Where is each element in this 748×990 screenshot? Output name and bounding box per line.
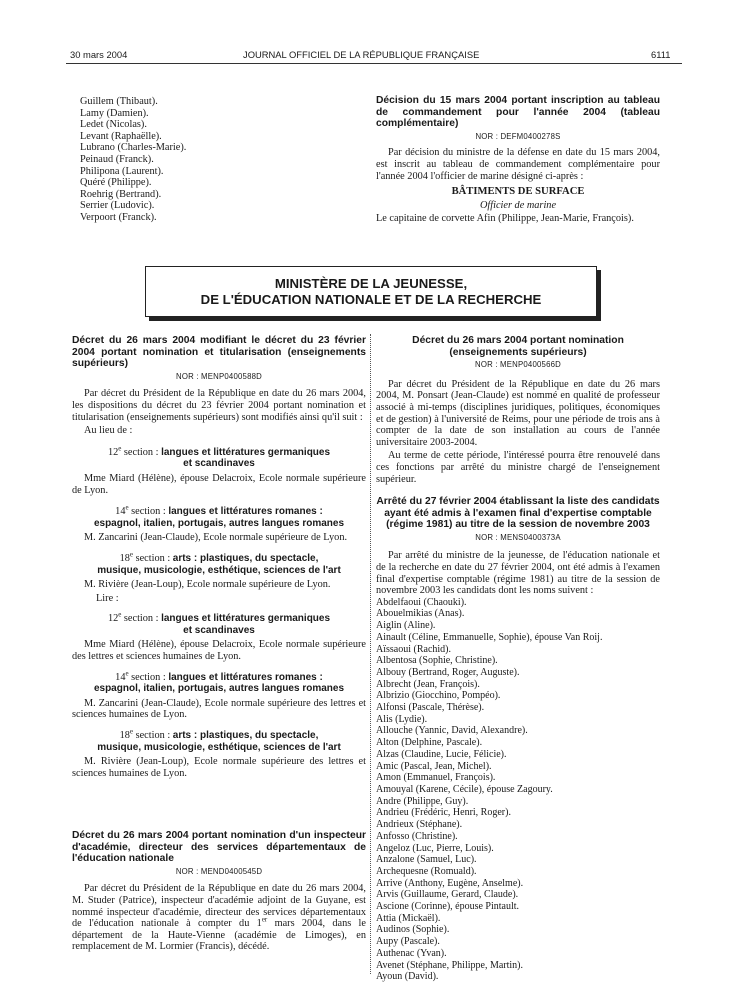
decret-inspecteur-body: Par décret du Président de la République en date du 26 mars 2004, M. Studer (Patrice), inspecteur d'académie adjoint de la Guyane, est nommé inspecteur d'académie, directeur des services départementaux de l'éducation nationale à compter du 1er mars 2004, dans le département de la Haute-Vienne (académie de Limoges), en remplacement de M. Lormier (Francis), décédé. xyxy=(72,883,366,953)
list-item: Abdelfaoui (Chaouki). xyxy=(376,596,467,608)
decret-ponsart-title: Décret du 26 mars 2004 portant nomination (enseignements supérieurs) xyxy=(412,335,624,358)
arrete-expertise-title: Arrêté du 27 février 2004 établissant la liste des candidats ayant été admis à l'examen final d'expertise comptable (régime 1981) au titre de la session de novembre 2003 xyxy=(376,496,660,531)
list-item: Aïssaoui (Rachid). xyxy=(376,643,451,655)
decision-entry: Le capitaine de corvette Afin (Philippe, Jean-Marie, François). xyxy=(376,213,634,225)
list-item: Aiglin (Aline). xyxy=(376,620,436,632)
list-item: Amon (Emmanuel, François). xyxy=(376,772,496,784)
list-item: Attia (Mickaël). xyxy=(376,912,441,924)
decision-nor: NOR : DEFM0400278S xyxy=(475,131,561,141)
decret-titularisation-section xyxy=(72,335,366,781)
old-entry-12: Mme Miard (Hélène), épouse Delacroix, Ecole normale supérieure de Lyon. xyxy=(72,472,366,496)
decret-titularisation-title: Décret du 26 mars 2004 modifiant le décret du 23 février 2004 portant nomination et titularisation (enseignements supérieurs) xyxy=(72,335,366,370)
list-item: Albrecht (Jean, François). xyxy=(376,678,480,690)
list-item: Allouche (Yannic, David, Alexandre). xyxy=(376,725,528,737)
list-item: Alis (Lydie). xyxy=(376,713,428,725)
list-item: Amic (Pascal, Jean, Michel). xyxy=(376,760,492,772)
list-item: Audinos (Sophie). xyxy=(376,924,450,936)
list-item: Albentosa (Sophie, Christine). xyxy=(376,655,498,667)
list-item: Anfosso (Christine). xyxy=(376,830,458,842)
au-lieu-de-label: Au lieu de : xyxy=(84,425,133,437)
old-entry-14: M. Zancarini (Jean-Claude), Ecole normale supérieure de Lyon. xyxy=(84,532,348,544)
decision-surface-section xyxy=(376,95,660,227)
ministry-banner xyxy=(145,266,597,317)
lire-label: Lire : xyxy=(96,592,119,604)
arrete-expertise-intro: Par arrêté du ministre de la jeunesse, de l'éducation nationale et de la recherche en date du 27 février 2004, ont été admis à l'examen final d'expertise comptable (régime 1981) au titre de la session de novembre 2003 les candidats dont les noms suivent : xyxy=(376,550,660,597)
list-item: Anzalone (Samuel, Luc). xyxy=(376,854,477,866)
decret-inspecteur-section xyxy=(72,830,366,955)
list-item: Lamy (Damien). xyxy=(80,107,149,119)
list-item: Roehrig (Bertrand). xyxy=(80,188,162,200)
list-item: Alfonsi (Pascale, Thérèse). xyxy=(376,702,485,714)
list-item: Ainault (Céline, Emmanuelle, Sophie), épouse Van Roij. xyxy=(376,631,603,643)
decret-ponsart-body: Par décret du Président de la République en date du 26 mars 2004, M. Ponsart (Jean-Claude) est nommé en qualité de professeur associé à mi-temps (disciplines juridiques, politiques, économiques et de gestion) à l'université de Reims, pour une période de trois ans à compter de la date de son installation au cours de l'année universitaire 2003-2004. xyxy=(376,378,660,448)
list-item: Peinaud (Franck). xyxy=(80,153,154,165)
decret-inspecteur-title: Décret du 26 mars 2004 portant nomination d'un inspecteur d'académie, directeur des services départementaux de l'éducation nationale xyxy=(72,830,366,865)
arrete-expertise-nor: NOR : MENS0400373A xyxy=(475,532,561,542)
old-entry-18: M. Rivière (Jean-Loup), Ecole normale supérieure de Lyon. xyxy=(84,579,331,591)
section-heading-14-new: 14e section : langues et littératures romanes : espagnol, italien, portugais, autres langues romanes xyxy=(93,669,345,695)
list-item: Lubrano (Charles-Marie). xyxy=(80,142,187,154)
list-item: Albouy (Bertrand, Roger, Auguste). xyxy=(376,666,520,678)
decret-titularisation-nor: NOR : MENP0400588D xyxy=(176,371,262,381)
list-item: Authenac (Yvan). xyxy=(376,947,447,959)
list-item: Alton (Delphine, Pascale). xyxy=(376,737,483,749)
decision-heading: BÂTIMENTS DE SURFACE xyxy=(451,186,585,198)
list-item: Serrier (Ludovic). xyxy=(80,200,155,212)
list-item: Ledet (Nicolas). xyxy=(80,119,147,131)
decision-subheading: Officier de marine xyxy=(479,199,557,211)
list-item: Verpoort (Franck). xyxy=(80,211,157,223)
section-heading-12-old: 12e section : langues et littératures germaniques et scandinaves xyxy=(107,444,331,470)
list-item: Andre (Philippe, Guy). xyxy=(376,795,469,807)
decret-titularisation-intro: Par décret du Président de la République en date du 26 mars 2004, les dispositions du décret du 23 février 2004 portant nomination et titularisation (enseignements supérieurs) sont modifiés ainsi qu'il suit : xyxy=(72,388,366,423)
header-journal-title: JOURNAL OFFICIEL DE LA RÉPUBLIQUE FRANÇAISE xyxy=(243,49,480,60)
header-rule xyxy=(66,63,682,64)
section-heading-12-new: 12e section : langues et littératures germaniques et scandinaves xyxy=(107,610,331,636)
header-date: 30 mars 2004 xyxy=(70,49,128,60)
new-entry-12: Mme Miard (Hélène), épouse Delacroix, Ecole normale supérieure des lettres et sciences humaines de Lyon. xyxy=(72,639,366,663)
list-item: Quéré (Philippe). xyxy=(80,177,152,189)
list-item: Alzas (Claudine, Lucie, Félicie). xyxy=(376,748,507,760)
list-item: Ayoun (David). xyxy=(376,971,439,983)
list-item: Levant (Raphaëlle). xyxy=(80,130,162,142)
section-heading-14-old: 14e section : langues et littératures romanes : espagnol, italien, portugais, autres langues romanes xyxy=(93,503,345,529)
list-item: Ascione (Corinne), épouse Pintault. xyxy=(376,901,520,913)
arrete-expertise-section xyxy=(376,496,660,983)
decret-ponsart-nor: NOR : MENP0400566D xyxy=(475,360,561,370)
column-separator xyxy=(370,334,371,974)
decret-ponsart-body-2: Au terme de cette période, l'intéressé pourra être renouvelé dans ces fonctions par arrêté du ministre chargé de l'enseignement supérieur. xyxy=(376,450,660,485)
decret-inspecteur-nor: NOR : MEND0400545D xyxy=(175,866,263,876)
candidate-list xyxy=(376,597,660,983)
list-item: Guillem (Thibaut). xyxy=(80,96,158,107)
ministry-line-2: DE L'ÉDUCATION NATIONALE ET DE LA RECHERCHE xyxy=(200,291,542,307)
list-item: Albrizio (Giocchino, Pompéo). xyxy=(376,690,501,702)
list-item: Angeloz (Luc, Pierre, Louis). xyxy=(376,842,494,854)
ministry-line-1: MINISTÈRE DE LA JEUNESSE, xyxy=(274,275,468,291)
header-page-number: 6111 xyxy=(651,49,671,60)
new-entry-18: M. Rivière (Jean-Loup), Ecole normale supérieure des lettres et sciences humaines de Lyon. xyxy=(72,756,366,779)
list-item: Amouyal (Karene, Cécile), épouse Zagoury. xyxy=(376,784,553,795)
list-item: Archequesne (Romuald). xyxy=(376,865,477,877)
top-left-name-list xyxy=(80,96,374,224)
new-entry-14: M. Zancarini (Jean-Claude), Ecole normale supérieure des lettres et sciences humaines de Lyon. xyxy=(72,697,366,721)
list-item: Arrive (Anthony, Eugène, Anselme). xyxy=(376,877,524,889)
decision-body: Par décision du ministre de la défense en date du 15 mars 2004, est inscrit au tableau de commandement complémentaire pour l'année 2004 l'officier de marine désigné ci-après : xyxy=(376,147,660,182)
list-item: Avenet (Stéphane, Philippe, Martin). xyxy=(376,959,524,971)
list-item: Arvis (Guillaume, Gerard, Claude). xyxy=(376,889,519,901)
decret-ponsart-section xyxy=(376,335,660,487)
decision-title: Décision du 15 mars 2004 portant inscription au tableau de commandement pour l'année 2004 (tableau complémentaire) xyxy=(376,95,660,130)
list-item: Abouelmikias (Anas). xyxy=(376,608,465,620)
list-item: Andrieu (Frédéric, Henri, Roger). xyxy=(376,807,511,819)
list-item: Philipona (Laurent). xyxy=(80,165,164,177)
list-item: Aupy (Pascale). xyxy=(376,936,440,948)
list-item: Andrieux (Stéphane). xyxy=(376,819,463,831)
section-heading-18-old: 18e section : arts : plastiques, du spectacle, musique, musicologie, esthétique, sciences de l'art xyxy=(97,550,341,576)
section-heading-18-new: 18e section : arts : plastiques, du spectacle, musique, musicologie, esthétique, sciences de l'art xyxy=(97,727,341,753)
